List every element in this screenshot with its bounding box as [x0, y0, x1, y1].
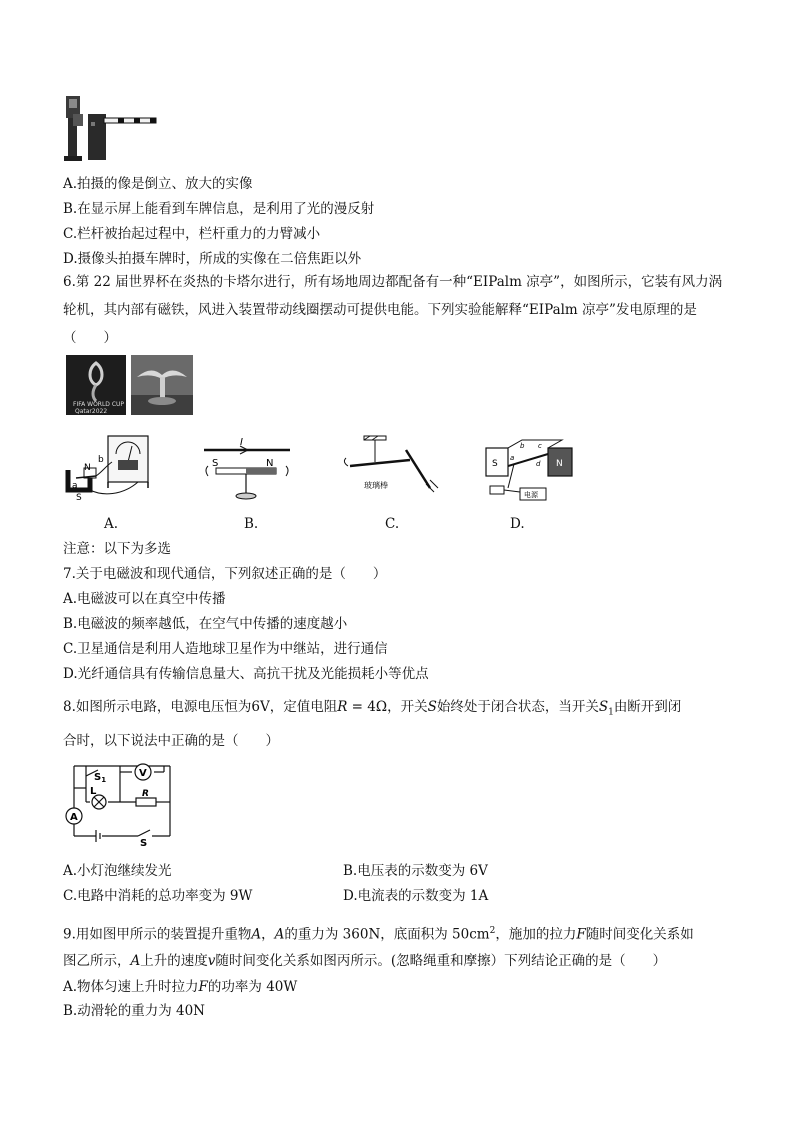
multi-choice-note: 注意：以下为多选	[63, 541, 171, 557]
q7-option-d: D.光纤通信具有传输信息量大、高抗干扰及光能损耗小等优点	[63, 666, 429, 682]
q5-option-a: A.拍摄的像是倒立、放大的实像	[63, 176, 253, 192]
diagram-a-generator	[62, 432, 162, 502]
diagram-d-label-c: c	[538, 442, 542, 450]
diagram-b-label-i: I	[240, 437, 243, 448]
diagram-d-label-b: b	[520, 442, 525, 450]
q8-option-c: C.电路中消耗的总功率变为 9W	[63, 888, 253, 904]
q6-option-d: D.	[510, 516, 525, 532]
q9-option-b: B.动滑轮的重力为 40N	[63, 1003, 205, 1019]
q8-option-a: A.小灯泡继续发光	[63, 863, 172, 879]
q8-stem-line-2: 合时，以下说法中正确的是（ ）	[63, 733, 279, 749]
q8-stem-line-1: 8.如图所示电路，电源电压恒为6V，定值电阻R = 4Ω，开关S始终处于闭合状态，当开关$S_1$由断开到闭	[63, 699, 682, 718]
circuit-label-v: V	[139, 768, 147, 779]
circuit-label-s: S	[140, 838, 148, 846]
diagram-b-label-n: N	[266, 458, 274, 469]
q7-option-c: C.卫星通信是利用人造地球卫星作为中继站，进行通信	[63, 641, 388, 657]
diagram-d-label-d: d	[536, 460, 541, 468]
diagram-c-charged-rod	[340, 432, 450, 504]
diagram-b-label-s: S	[212, 458, 219, 469]
diagram-d-label-n: N	[556, 459, 563, 469]
q7-stem: 7.关于电磁波和现代通信，下列叙述正确的是（ ）	[63, 566, 387, 582]
q6-option-a: A.	[104, 516, 119, 532]
q5-option-b: B.在显示屏上能看到车牌信息，是利用了光的漫反射	[63, 201, 375, 217]
diagram-a-label-a: a	[72, 481, 78, 491]
q9-stem-line-1: 9.用如图甲所示的装置提升重物A，A的重力为 360N，底面积为 $50cm^2$，施加的拉力F随时间变化关系如	[63, 926, 694, 943]
diagram-b-oersted	[200, 436, 300, 506]
elpalm-pavilion-photo	[131, 355, 193, 415]
photo-caption-1: FIFA WORLD CUP	[73, 401, 125, 408]
barrier-gate-figure	[62, 92, 162, 164]
circuit-label-s1: $S_1$	[94, 772, 107, 784]
circuit-label-r: R	[142, 789, 149, 799]
diagram-d-label-power: 电源	[524, 491, 538, 499]
diagram-a-label-b: b	[98, 455, 104, 465]
circuit-label-a: A	[70, 812, 78, 823]
diagram-a-label-s: S	[76, 493, 82, 502]
q6-option-c: C.	[385, 516, 400, 532]
q6-stem: 6.第 22 届世界杯在炎热的卡塔尔进行，所有场地周边都配备有一种“EIPalm 凉亭”，如图所示，它装有风力涡轮机，其内部有磁铁，风进入装置带动线圈摆动可提供电能。下列实验能解释“EIPalm 凉亭”发电原理的是（ ）	[63, 274, 723, 346]
q7-option-a: A.电磁波可以在真空中传播	[63, 591, 226, 607]
q6-option-b: B.	[244, 516, 259, 532]
diagram-d-label-a: a	[510, 454, 515, 462]
circuit-label-l: L	[90, 786, 97, 797]
world-cup-logo-photo	[66, 355, 126, 415]
q9-option-a: A.物体匀速上升时拉力F的功率为 40W	[63, 979, 298, 995]
q8-circuit-diagram	[60, 758, 176, 846]
q5-option-d: D.摄像头拍摄车牌时，所成的实像在二倍焦距以外	[63, 251, 362, 267]
diagram-a-label-n: N	[84, 463, 91, 473]
q8-option-b: B.电压表的示数变为 6V	[343, 863, 488, 879]
q8-option-d: D.电流表的示数变为 1A	[343, 888, 489, 904]
diagram-c-label-glass-rod: 玻璃棒	[364, 481, 388, 490]
q7-option-b: B.电磁波的频率越低，在空气中传播的速度越小	[63, 616, 348, 632]
q5-option-c: C.栏杆被抬起过程中，栏杆重力的力臂减小	[63, 226, 321, 242]
diagram-d-label-s: S	[492, 459, 498, 469]
q9-stem-line-2: 图乙所示，A上升的速度v随时间变化关系如图丙所示。(忽略绳重和摩擦）下列结论正确的是（ ）	[63, 953, 667, 969]
diagram-d-motor	[482, 436, 578, 506]
photo-caption-2: Qatar2022	[75, 408, 108, 415]
